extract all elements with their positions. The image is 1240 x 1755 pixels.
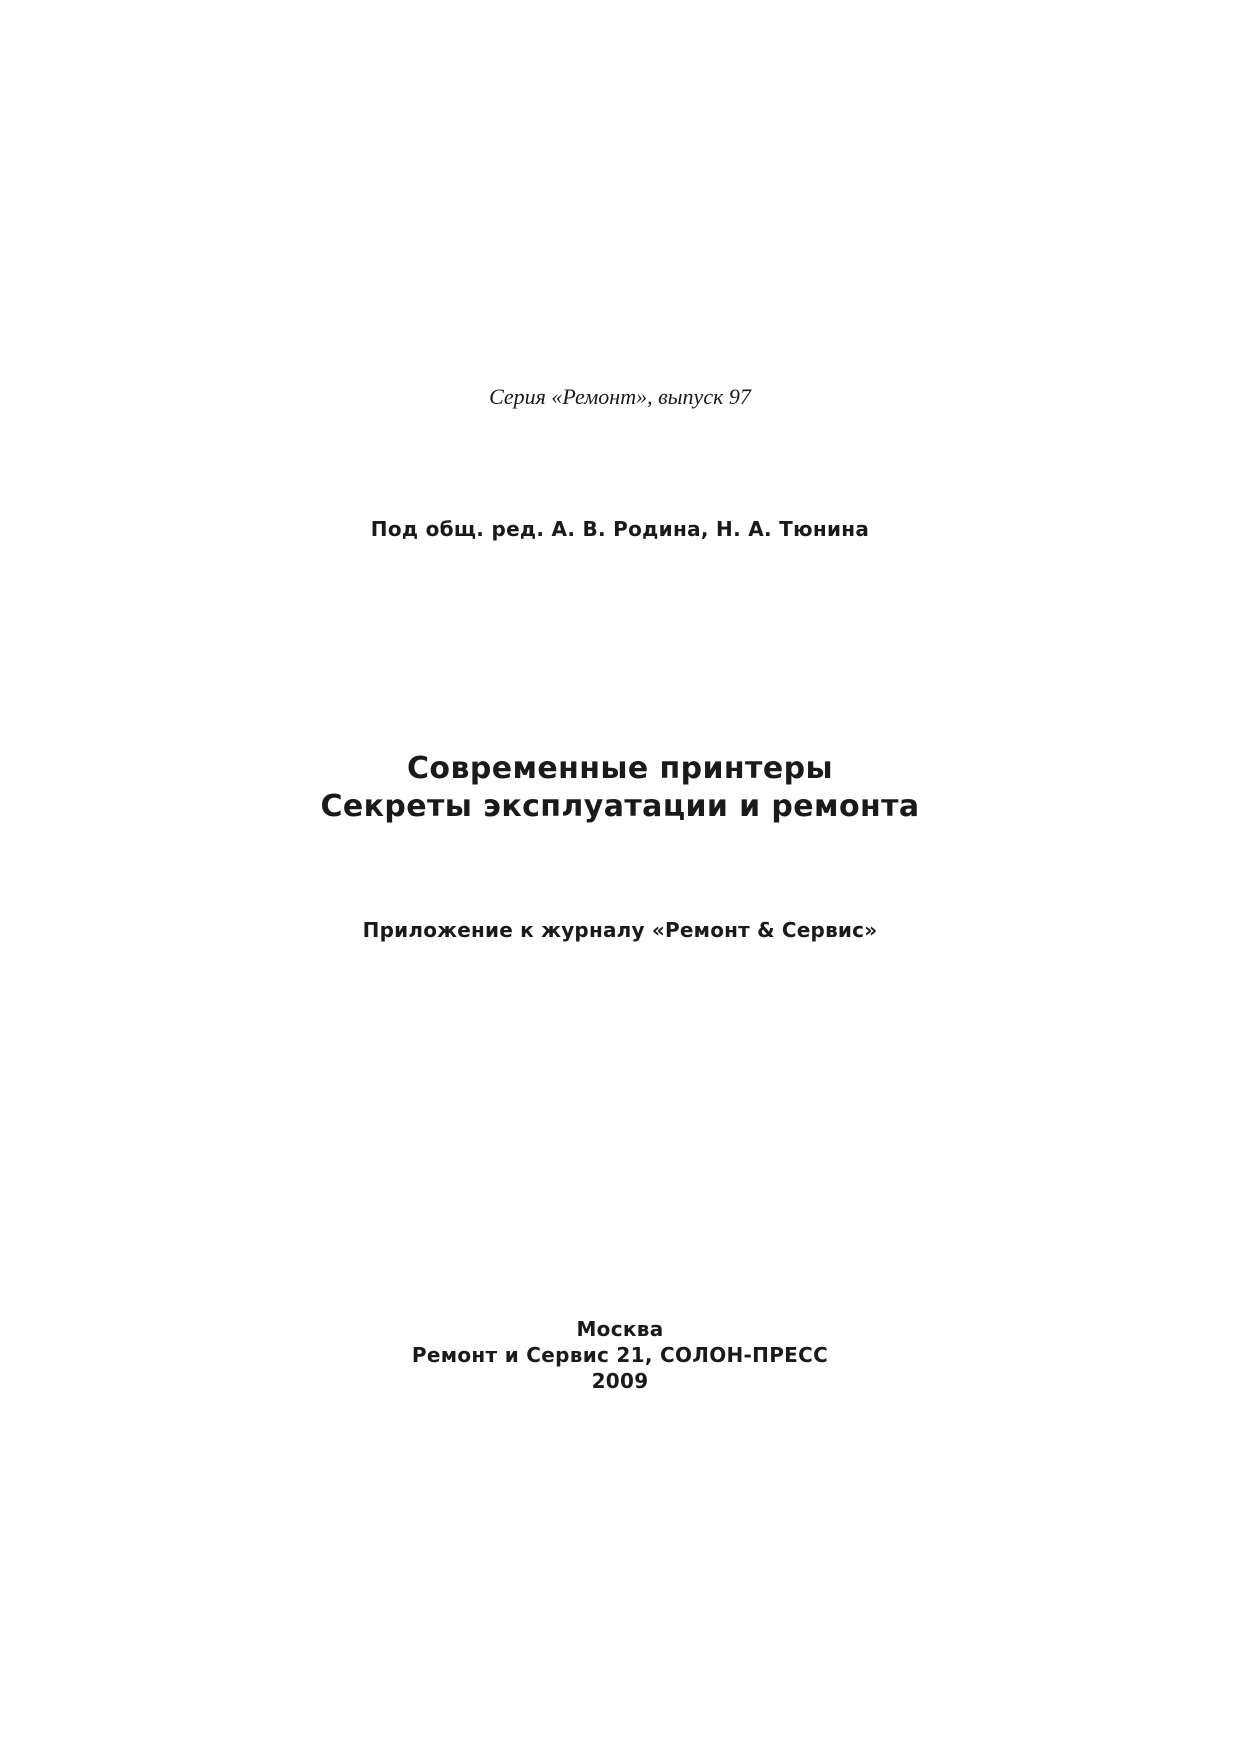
book-title-line-1: Современные принтеры — [407, 751, 833, 786]
book-title-line-2: Секреты эксплуатации и ремонта — [320, 789, 920, 824]
imprint-city: Москва — [576, 1317, 664, 1341]
imprint-block — [0, 1316, 1240, 1394]
series-line: Серия «Ремонт», выпуск 97 — [489, 384, 751, 409]
imprint-publishers: Ремонт и Сервис 21, СОЛОН-ПРЕСС — [411, 1343, 829, 1367]
supplement-line: Приложение к журналу «Ремонт & Сервис» — [362, 918, 878, 942]
imprint-year: 2009 — [591, 1369, 649, 1393]
book-title — [0, 750, 1240, 826]
editors-line: Под общ. ред. А. В. Родина, Н. А. Тюнина — [370, 517, 870, 541]
